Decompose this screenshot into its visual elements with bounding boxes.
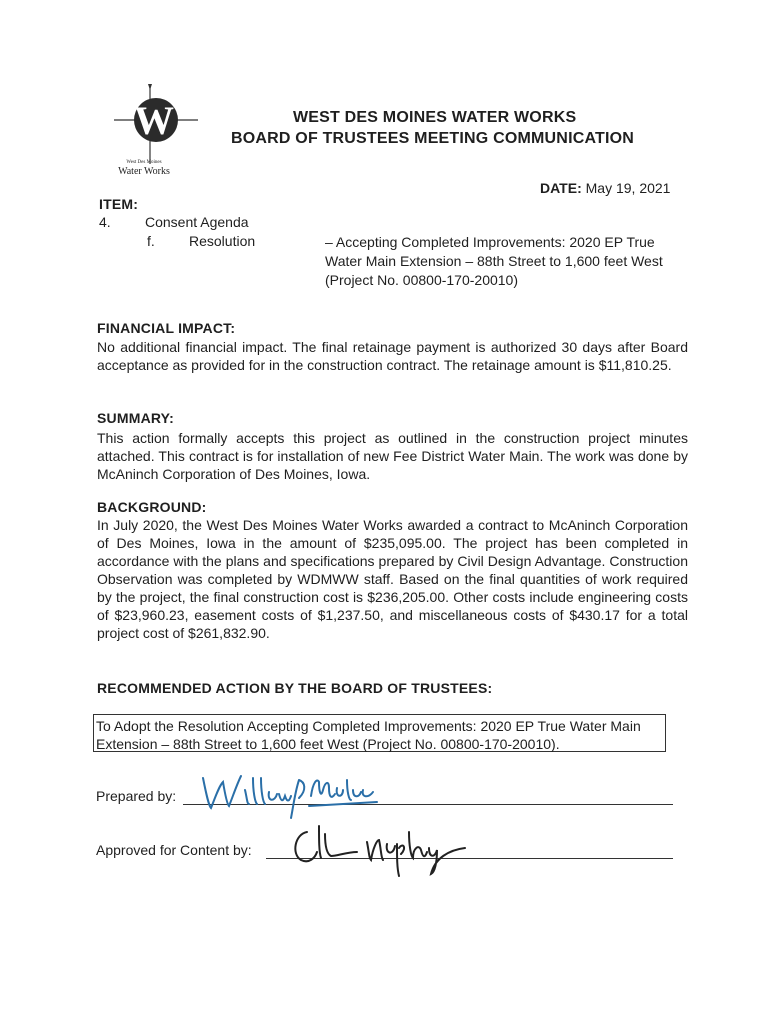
background-heading: BACKGROUND: xyxy=(97,499,207,515)
item-agenda: Consent Agenda xyxy=(145,214,249,230)
item-description: – Accepting Completed Improvements: 2020 EP True Water Main Extension – 88th Street to 1,600 feet West (Project No. 00800-170-20010) xyxy=(325,234,663,288)
communication-title: BOARD OF TRUSTEES MEETING COMMUNICATION xyxy=(231,130,635,147)
item-type: Resolution xyxy=(189,233,256,249)
item-number: 4. xyxy=(99,214,111,230)
approved-signature xyxy=(285,818,485,883)
logo-caption xyxy=(104,160,184,178)
summary-text: This action formally accepts this project as outlined in the construction project minutes attached. This contract is for installation of new Fee District Water Main. The work was done by McAninch Corporation of Des Moines, Iowa. xyxy=(97,430,688,482)
approved-by-label: Approved for Content by: xyxy=(96,842,252,858)
logo-name: Water Works xyxy=(118,166,170,177)
recommended-action-heading: RECOMMENDED ACTION BY THE BOARD OF TRUSTEES: xyxy=(97,680,493,696)
financial-impact-text: No additional financial impact. The final retainage payment is authorized 30 days after Board acceptance as provided for in the construction contract. The retainage amount is $11,810.25. xyxy=(97,339,688,373)
meeting-date xyxy=(540,180,670,196)
item-heading: ITEM: xyxy=(99,196,139,212)
financial-impact-heading: FINANCIAL IMPACT: xyxy=(97,320,236,336)
prepared-by-label: Prepared by: xyxy=(96,788,177,804)
prepared-signature xyxy=(195,768,385,825)
org-title: WEST DES MOINES WATER WORKS xyxy=(293,109,577,126)
date-value: May 19, 2021 xyxy=(585,180,671,196)
recommended-action-box: To Adopt the Resolution Accepting Completed Improvements: 2020 EP True Water Main Extension – 88th Street to 1,600 feet West (Project No. 00800-170-20010). xyxy=(93,714,666,752)
logo-small-text: West Des Moines xyxy=(126,160,162,165)
date-label: DATE: xyxy=(540,180,582,196)
logo-letter: W xyxy=(134,98,174,143)
item-letter: f. xyxy=(147,233,155,249)
background-text: In July 2020, the West Des Moines Water Works awarded a contract to McAninch Corporation of Des Moines, Iowa in the amount of $235,095.00. The project has been completed in accordance with the plans and specifications prepared by Civil Design Advantage. Construction Observation was completed by WDMWW staff. Based on the final quantities of work required by the project, the final construction cost is $236,205.00. Other costs include engineering costs of $23,960.23, easement costs of $1,237.50, and miscellaneous costs of $430.17 for a total project cost of $261,832.90. xyxy=(97,517,688,641)
summary-heading: SUMMARY: xyxy=(97,410,175,426)
